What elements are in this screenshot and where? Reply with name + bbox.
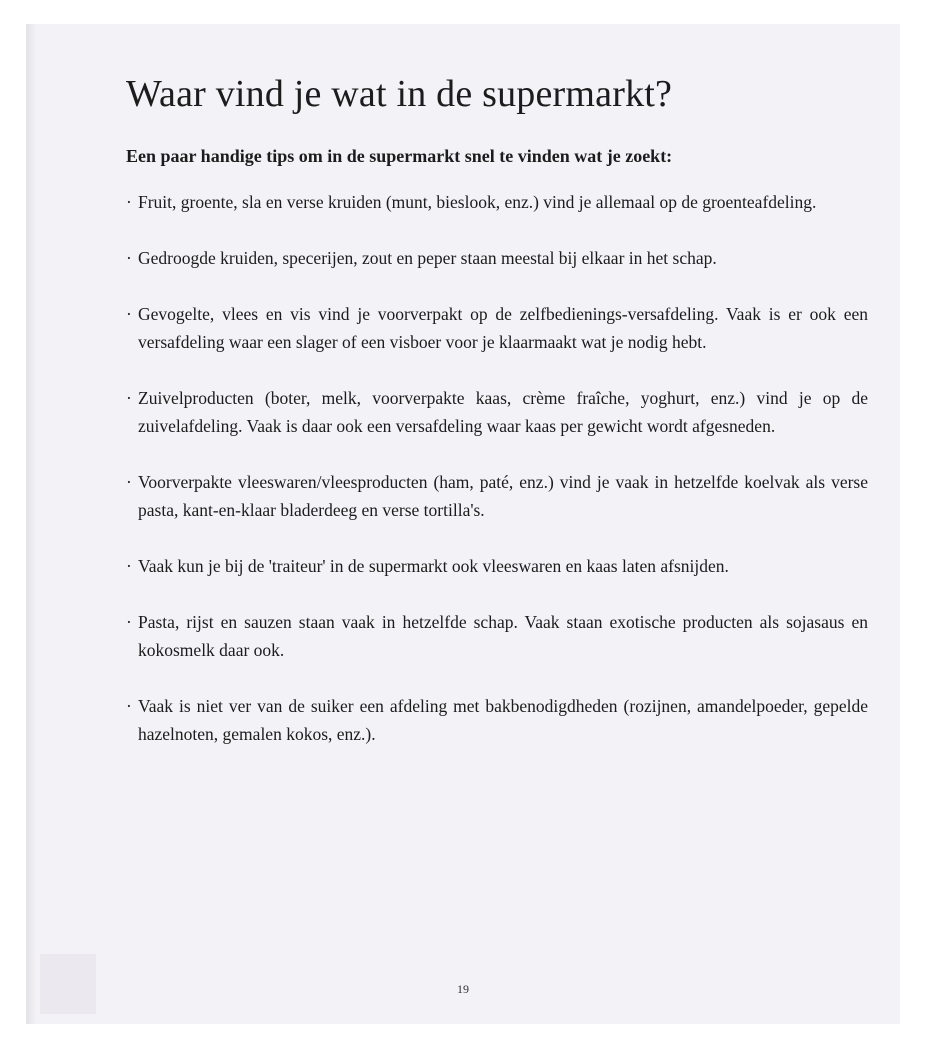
list-item	[126, 692, 868, 748]
tip-text: Vaak is niet ver van de suiker een afdeling met bakbenodigdheden (rozijnen, amandelpoeder, gepelde hazelnoten, gemalen kokos, enz.).	[138, 696, 868, 744]
page-gutter-shadow	[26, 24, 36, 1024]
book-page	[26, 24, 900, 1024]
list-item	[126, 608, 868, 664]
list-item	[126, 384, 868, 440]
list-item	[126, 188, 868, 216]
bullet: ·	[126, 696, 132, 716]
tip-text: Pasta, rijst en sauzen staan vaak in hetzelfde schap. Vaak staan exotische producten als sojasaus en kokosmelk daar ook.	[138, 612, 868, 660]
bullet: ·	[126, 192, 132, 212]
list-item	[126, 300, 868, 356]
page-number: 19	[457, 982, 469, 996]
tips-list	[126, 188, 868, 748]
bullet: ·	[126, 248, 132, 268]
tip-text: Vaak kun je bij de 'traiteur' in de supermarkt ook vleeswaren en kaas laten afsnijden.	[138, 556, 729, 576]
page-content	[126, 66, 868, 776]
intro-text: Een paar handige tips om in de supermarkt snel te vinden wat je zoekt:	[126, 146, 673, 166]
tip-text: Zuivelproducten (boter, melk, voorverpakte kaas, crème fraîche, yoghurt, enz.) vind je op de zuivelafdeling. Vaak is daar ook een versafdeling waar kaas per gewicht wordt afgesneden.	[138, 388, 868, 436]
bullet: ·	[126, 472, 132, 492]
tip-text: Gedroogde kruiden, specerijen, zout en peper staan meestal bij elkaar in het schap.	[138, 248, 717, 268]
list-item	[126, 552, 868, 580]
bullet: ·	[126, 556, 132, 576]
tip-text: Fruit, groente, sla en verse kruiden (munt, bieslook, enz.) vind je allemaal op de groenteafdeling.	[138, 192, 817, 212]
bullet: ·	[126, 388, 132, 408]
tip-text: Gevogelte, vlees en vis vind je voorverpakt op de zelfbedienings-versafdeling. Vaak is er ook een versafdeling waar een slager of een visboer voor je klaarmaakt wat je nodig hebt.	[138, 304, 868, 352]
bullet: ·	[126, 304, 132, 324]
page-title: Waar vind je wat in de supermarkt?	[126, 73, 673, 115]
list-item	[126, 244, 868, 272]
bullet: ·	[126, 612, 132, 632]
tip-text: Voorverpakte vleeswaren/vleesproducten (ham, paté, enz.) vind je vaak in hetzelfde koelvak als verse pasta, kant-en-klaar bladerdeeg en verse tortilla's.	[138, 472, 868, 520]
list-item	[126, 468, 868, 524]
